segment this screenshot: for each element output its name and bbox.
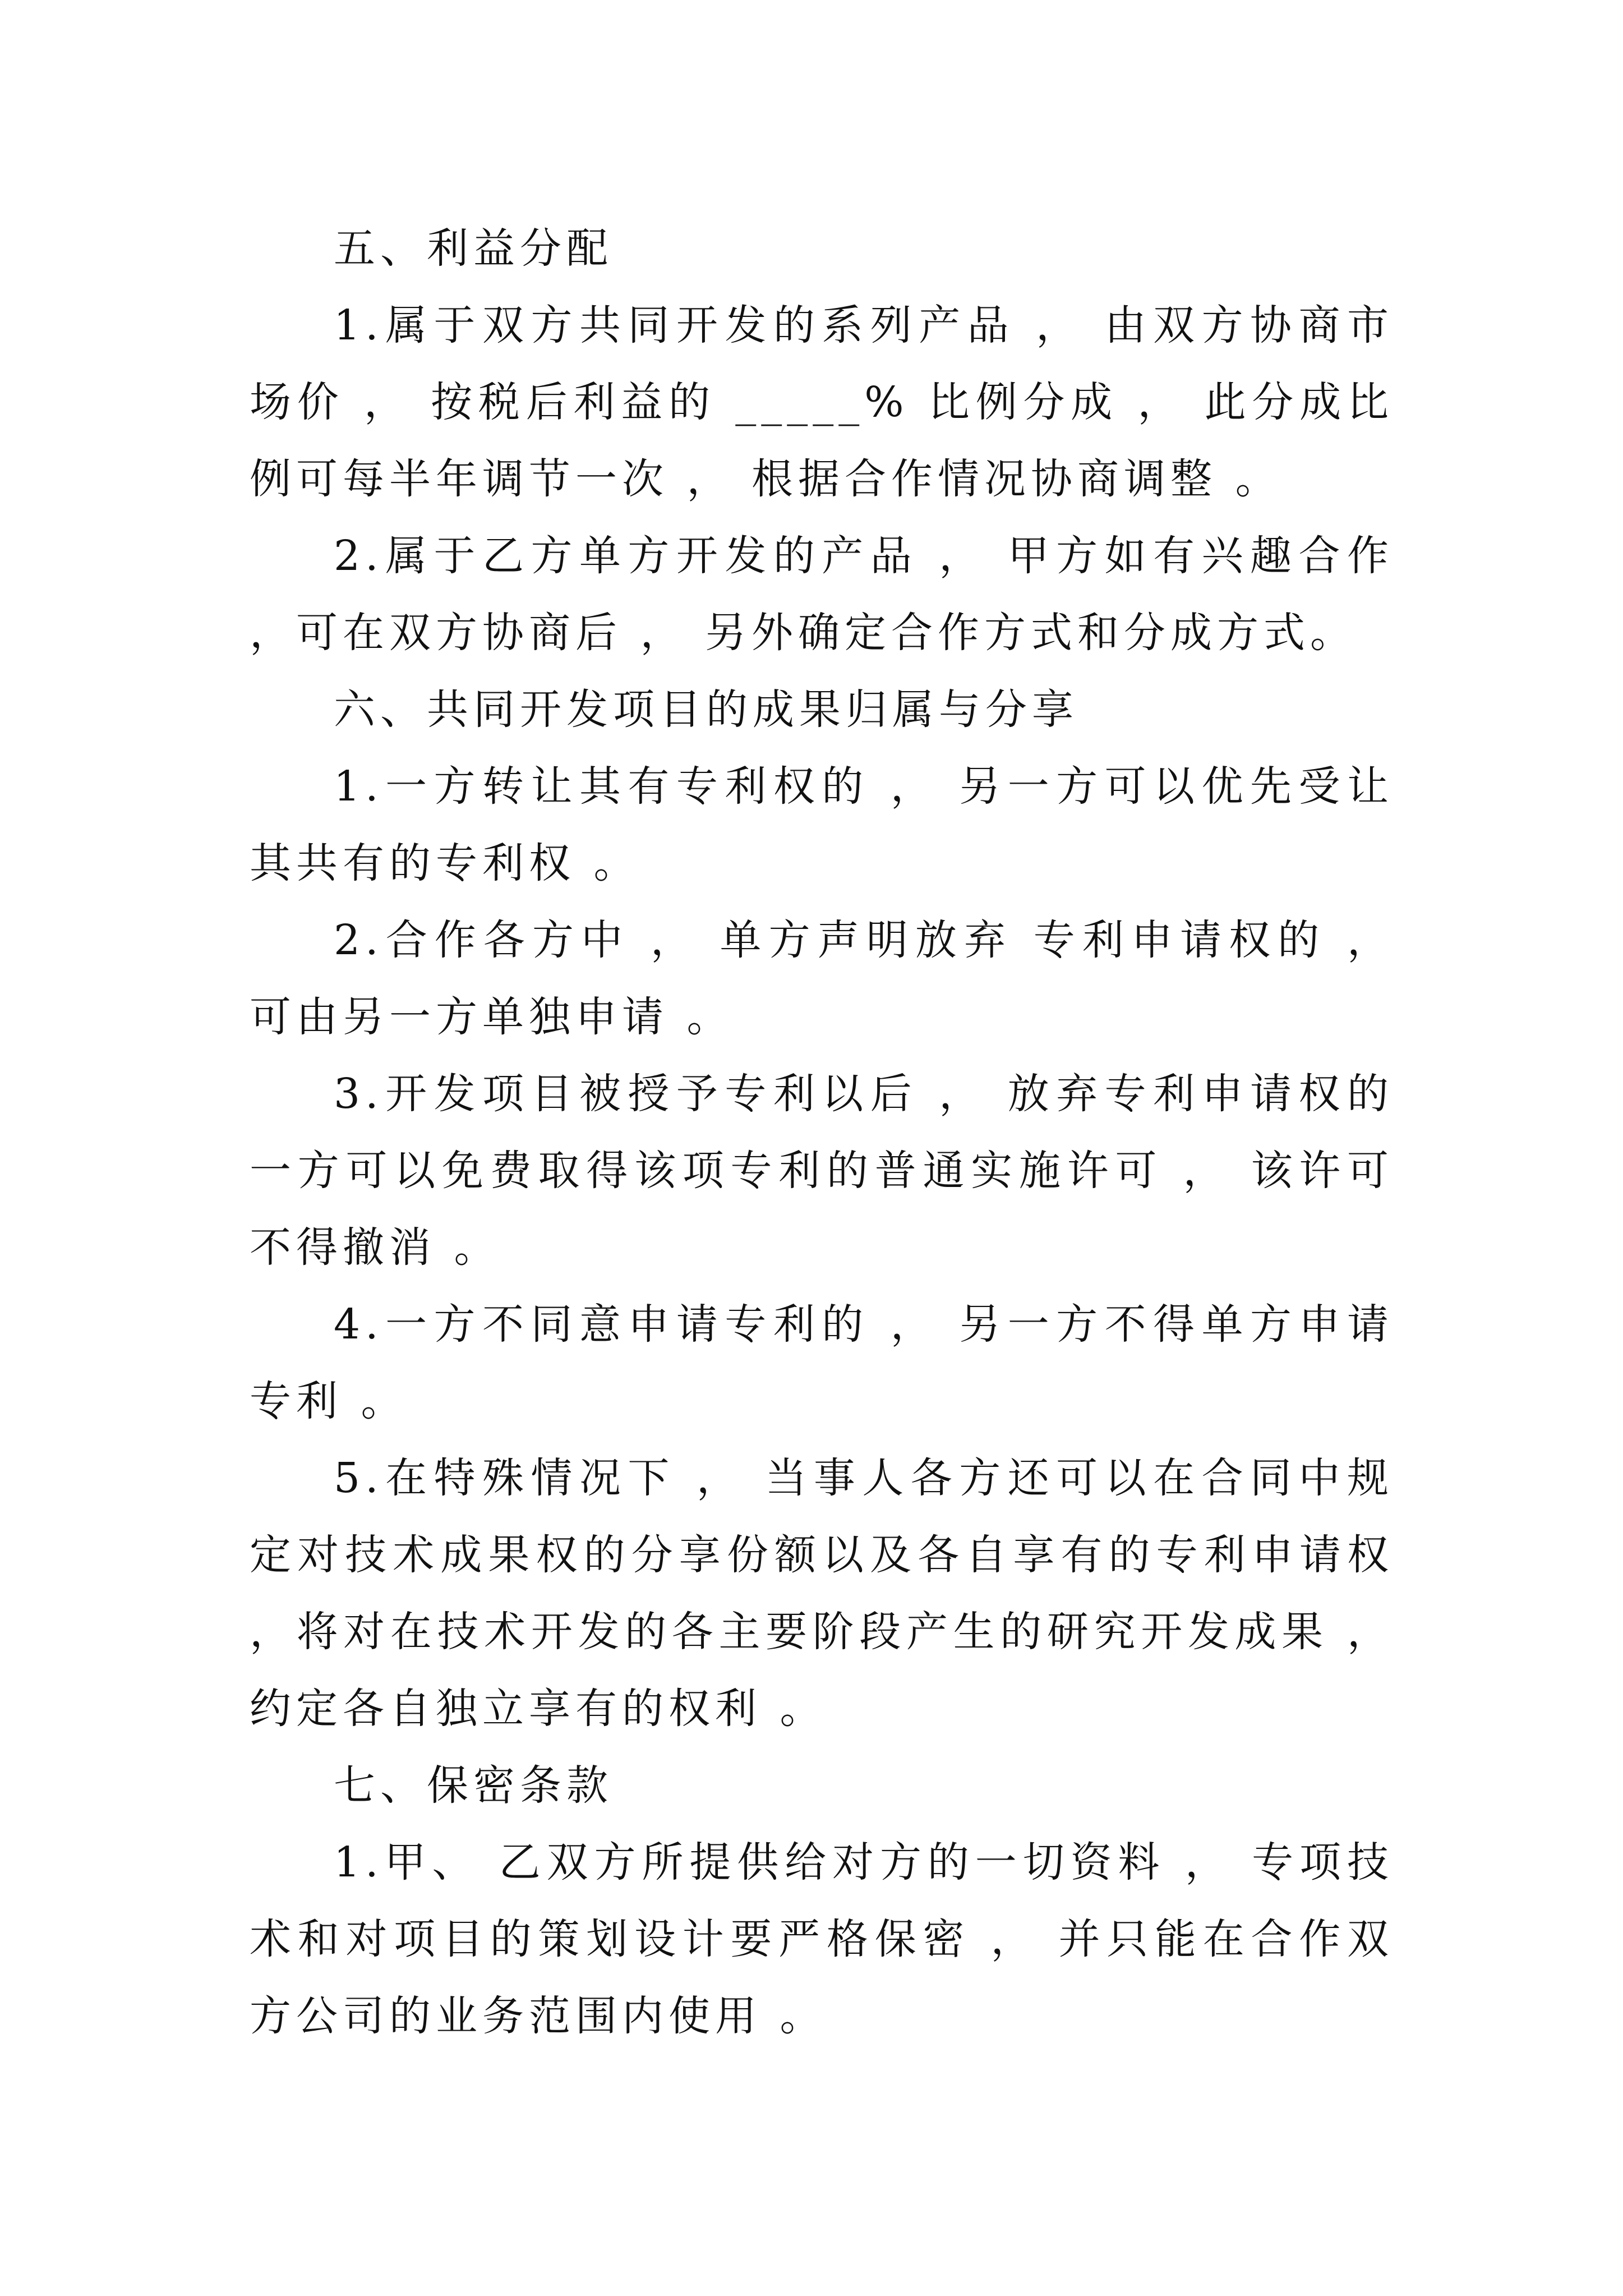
clause-ownership-5: 5.在特殊情况下 ， 当事人各方还可以在合同中规定对技术成果权的分享份额以及各自享有的专利申请权 ，将对在技术开发的各主要阶段产生的研究开发成果 ， 约定各自独立享有的权利 。 xyxy=(250,1454,1394,1733)
section-heading-profit-distribution: 五、利益分配 xyxy=(334,224,613,273)
clause-profit-2: 2.属于乙方单方开发的产品 ， 甲方如有兴趣合作 ，可在双方协商后 ， 另外确定合作方式和分成方式。 xyxy=(250,532,1394,657)
document-body xyxy=(250,210,1394,2055)
section-heading-results-ownership: 六、共同开发项目的成果归属与分享 xyxy=(334,685,1078,734)
clause-confidentiality-1: 1.甲、 乙双方所提供给对方的一切资料 ， 专项技术和对项目的策划设计要严格保密 ， 并只能在合作双方公司的业务范围内使用 。 xyxy=(250,1838,1394,2040)
clause-profit-1: 1.属于双方共同开发的系列产品 ， 由双方协商市场价 ， 按税后利益的 _____% 比例分成 ， 此分成比例可每半年调节一次 ， 根据合作情况协商调整 。 xyxy=(250,301,1394,503)
clause-ownership-3: 3.开发项目被授予专利以后 ， 放弃专利申请权的一方可以免费取得该项专利的普通实施许可 ， 该许可不得撤消 。 xyxy=(250,1070,1394,1272)
clause-ownership-1: 1.一方转让其有专利权的 ， 另一方可以优先受让其共有的专利权 。 xyxy=(250,762,1394,887)
clause-ownership-4: 4.一方不同意申请专利的 ， 另一方不得单方申请专利 。 xyxy=(250,1300,1394,1425)
section-heading-confidentiality: 七、保密条款 xyxy=(334,1761,613,1810)
clause-ownership-2: 2.合作各方中 ， 单方声明放弃 专利申请权的 ， 可由另一方单独申请 。 xyxy=(250,916,1394,1041)
